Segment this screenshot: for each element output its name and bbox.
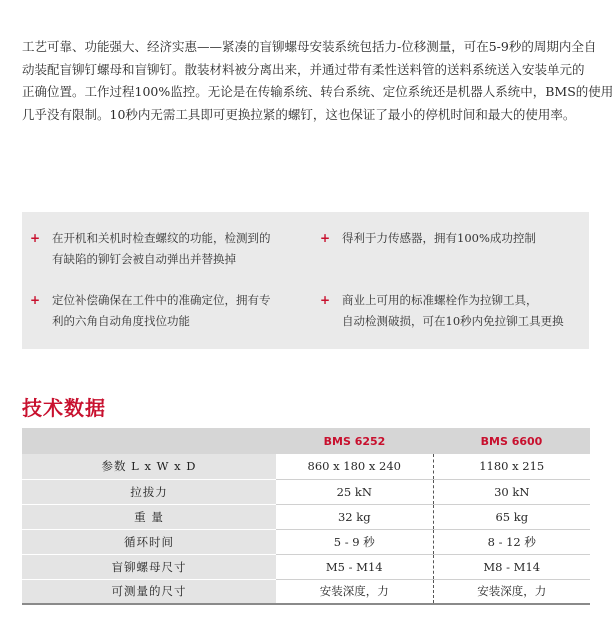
cell-bms-6600: M8 - M14 <box>433 554 590 579</box>
intro-line: 工艺可靠、功能强大、经济实惠——紧凑的盲铆螺母安装系统包括力-位移测量，可在5-9秒的周期内全自 <box>22 39 597 54</box>
plus-icon: + <box>30 293 41 307</box>
cell-bms-6600: 30 kN <box>433 479 590 504</box>
spec-table <box>22 428 590 605</box>
table-row <box>22 579 590 604</box>
header-blank <box>22 428 276 454</box>
cell-bms-6252: 32 kg <box>276 504 433 529</box>
header-bms-6600: BMS 6600 <box>433 428 590 454</box>
cell-bms-6600: 安装深度，力 <box>433 579 590 604</box>
feature-text <box>342 290 564 332</box>
plus-icon: + <box>30 231 41 245</box>
table-row <box>22 504 590 529</box>
table-row <box>22 554 590 579</box>
feature-item <box>320 290 564 332</box>
table-row <box>22 454 590 479</box>
table-row <box>22 479 590 504</box>
table-header-row <box>22 428 590 454</box>
plus-icon: + <box>320 231 331 245</box>
intro-paragraph <box>22 36 614 126</box>
feature-line: 有缺陷的铆钉会被自动弹出并替换掉 <box>52 252 236 266</box>
row-label: 可测量的尺寸 <box>22 579 276 604</box>
feature-text <box>52 290 271 332</box>
feature-item <box>30 228 271 270</box>
row-label: 参数 L x W x D <box>22 454 276 479</box>
cell-bms-6252: 860 x 180 x 240 <box>276 454 433 479</box>
intro-line: 动装配盲铆钉螺母和盲铆钉。散装材料被分离出来，并通过带有柔性送料管的送料系统送入安装单元的 <box>22 61 585 77</box>
row-label: 重 量 <box>22 504 276 529</box>
feature-line: 在开机和关机时检查螺纹的功能，检测到的 <box>52 231 271 245</box>
plus-icon: + <box>320 293 331 307</box>
header-bms-6252: BMS 6252 <box>276 428 433 454</box>
feature-item <box>320 228 536 249</box>
features-panel <box>22 212 589 349</box>
feature-line: 定位补偿确保在工件中的准确定位，拥有专 <box>52 293 271 307</box>
cell-bms-6252: 5 - 9 秒 <box>276 529 433 554</box>
feature-text <box>342 228 536 249</box>
cell-bms-6600: 65 kg <box>433 504 590 529</box>
cell-bms-6252: 安装深度，力 <box>276 579 433 604</box>
feature-line: 自动检测破损，可在10秒内免拉铆工具更换 <box>342 314 564 328</box>
cell-bms-6600: 8 - 12 秒 <box>433 529 590 554</box>
feature-text <box>52 228 271 270</box>
table-row <box>22 529 590 554</box>
intro-line: 几乎没有限制。10秒内无需工具即可更换拉紧的螺钉，这也保证了最小的停机时间和最大的使用率。 <box>22 106 576 122</box>
feature-line: 商业上可用的标准螺栓作为拉铆工具， <box>342 293 538 307</box>
intro-line: 正确位置。工作过程100%监控。无论是在传输系统、转台系统、定位系统还是机器人系统中，BMS的使用 <box>22 84 614 99</box>
feature-line: 利的六角自动角度找位功能 <box>52 314 190 328</box>
cell-bms-6252: M5 - M14 <box>276 554 433 579</box>
row-label: 盲铆螺母尺寸 <box>22 554 276 579</box>
row-label: 拉拔力 <box>22 479 276 504</box>
feature-item <box>30 290 271 332</box>
cell-bms-6252: 25 kN <box>276 479 433 504</box>
section-title: 技术数据 <box>22 396 106 420</box>
row-label: 循环时间 <box>22 529 276 554</box>
cell-bms-6600: 1180 x 215 <box>433 454 590 479</box>
feature-line: 得利于力传感器，拥有100%成功控制 <box>342 231 536 245</box>
